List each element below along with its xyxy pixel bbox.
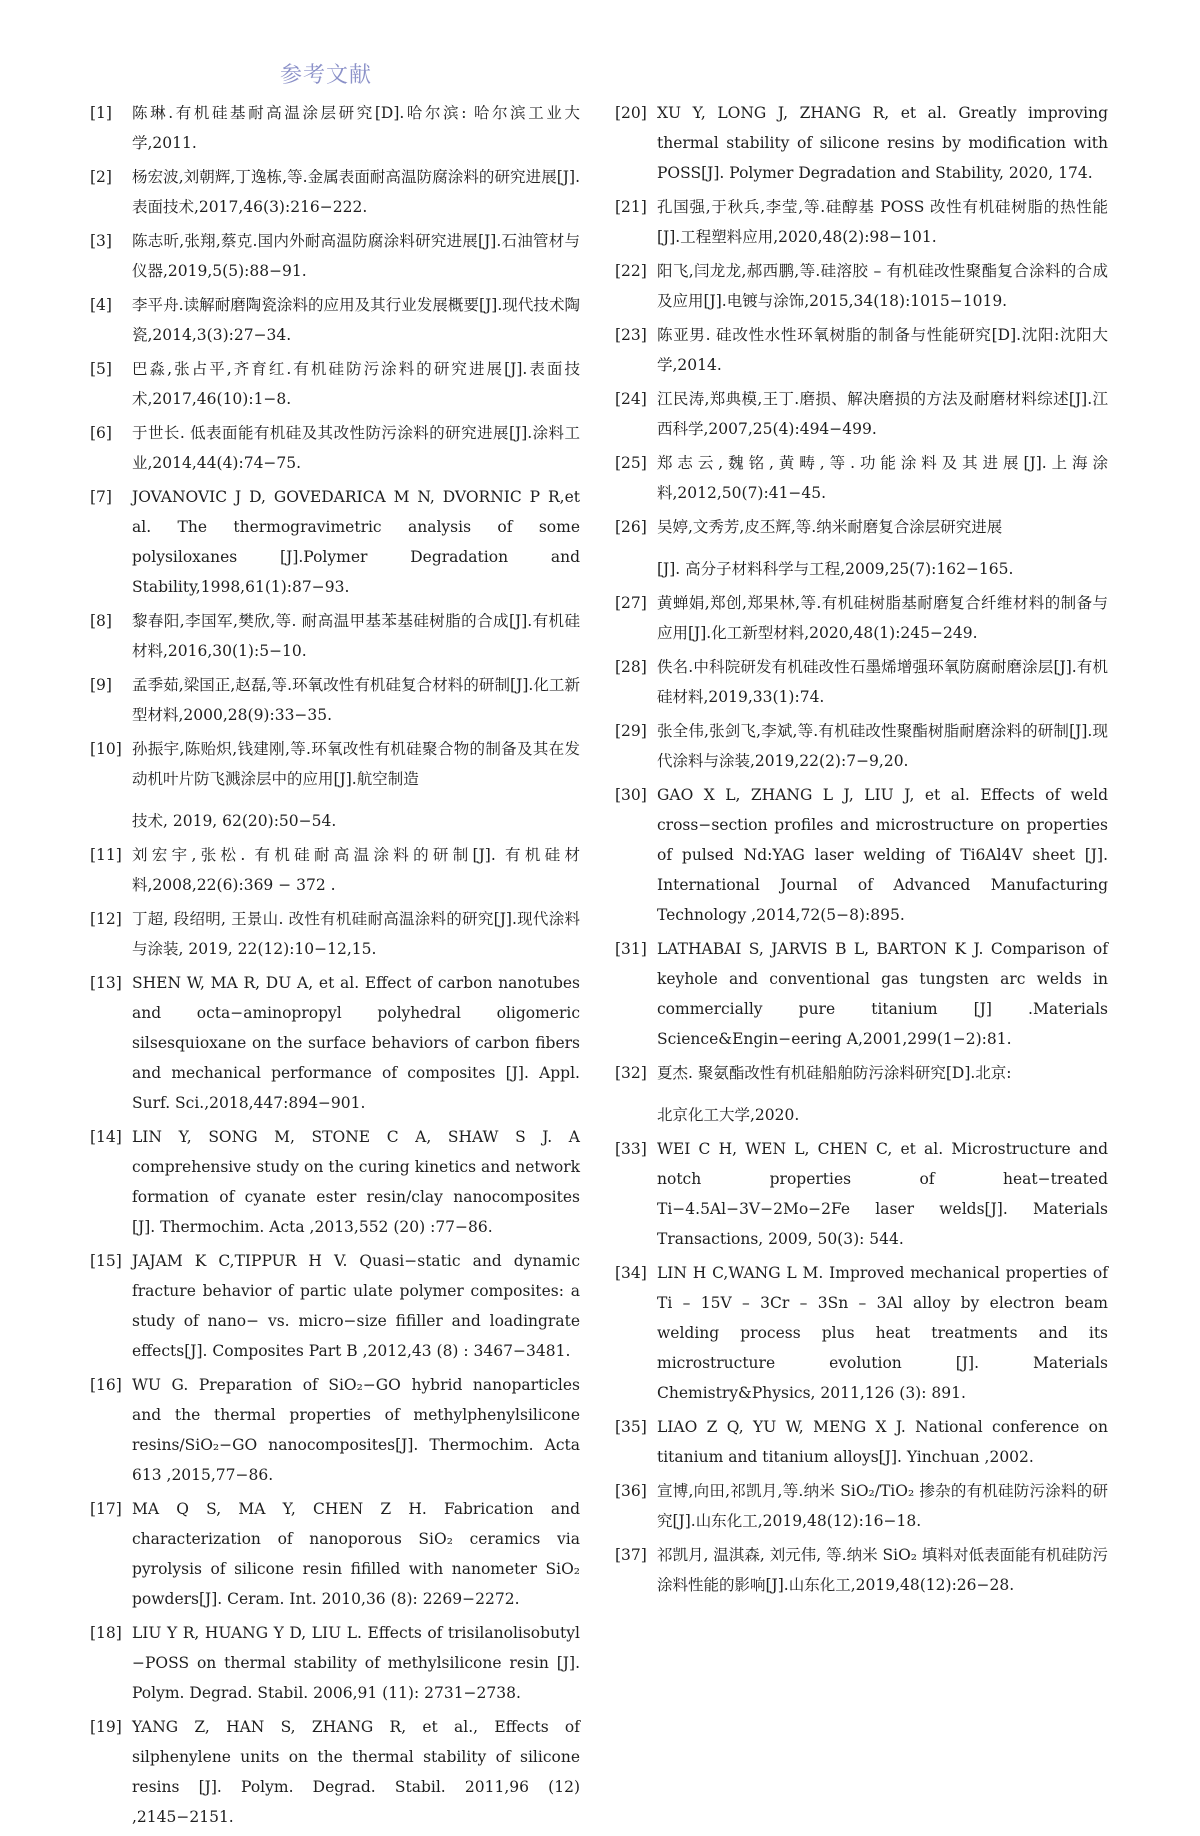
reference-text: 郑志云,魏铭,黄畴,等.功能涂料及其进展[J].上海涂料,2012,50(7):41−45. <box>657 454 1108 502</box>
reference-number: [26] <box>615 518 647 536</box>
reference-text: 李平舟.读解耐磨陶瓷涂料的应用及其行业发展概要[J].现代技术陶瓷,2014,3(3):27−34. <box>132 296 580 344</box>
reference-text: JOVANOVIC J D, GOVEDARICA M N, DVORNIC P R,et al. The thermogravimetric analysis of some polysiloxanes [J].Polymer Degradation and Stability,1998,61(1):87−93. <box>132 488 580 596</box>
reference-number: [24] <box>615 390 647 408</box>
reference-text: 宣博,向田,祁凯月,等.纳米 SiO₂/TiO₂ 掺杂的有机硅防污涂料的研究[J].山东化工,2019,48(12):16−18. <box>657 1482 1108 1530</box>
reference-number: [25] <box>615 454 647 472</box>
reference-4 <box>90 290 580 350</box>
references-heading: 参考文献 <box>280 63 373 88</box>
reference-text-main: 夏杰. 聚氨酯改性有机硅船舶防污涂料研究[D].北京: <box>657 1064 1012 1082</box>
reference-25 <box>615 448 1108 508</box>
reference-number: [37] <box>615 1546 647 1564</box>
reference-number: [12] <box>90 910 122 928</box>
reference-text: MA Q S, MA Y, CHEN Z H. Fabrication and characterization of nanoporous SiO₂ ceramics via pyrolysis of silicone resin fifilled with nanometer SiO₂ powders[J]. Ceram. Int. 2010,36 (8): 2269−2272. <box>132 1500 580 1608</box>
reference-number: [1] <box>90 104 112 122</box>
reference-text: 于世长. 低表面能有机硅及其改性防污涂料的研究进展[J].涂料工业,2014,44(4):74−75. <box>132 424 580 472</box>
reference-12 <box>90 904 580 964</box>
reference-number: [21] <box>615 198 647 216</box>
reference-24 <box>615 384 1108 444</box>
reference-14 <box>90 1122 580 1242</box>
reference-number: [15] <box>90 1252 122 1270</box>
reference-number: [7] <box>90 488 112 506</box>
reference-number: [6] <box>90 424 112 442</box>
reference-2 <box>90 162 580 222</box>
reference-text: 陈亚男. 硅改性水性环氧树脂的制备与性能研究[D].沈阳:沈阳大学,2014. <box>657 326 1108 374</box>
reference-30 <box>615 780 1108 930</box>
reference-text: JAJAM K C,TIPPUR H V. Quasi−static and dynamic fracture behavior of partic ulate polymer composites: a study of nano− vs. micro−size fifiller and loadingrate effects[J]. Composites Part B ,2012,43 (8) : 3467−3481. <box>132 1252 580 1360</box>
reference-29 <box>615 716 1108 776</box>
reference-21 <box>615 192 1108 252</box>
reference-number: [29] <box>615 722 647 740</box>
reference-text: 孟季茹,梁国正,赵磊,等.环氧改性有机硅复合材料的研制[J].化工新型材料,2000,28(9):33−35. <box>132 676 580 724</box>
reference-number: [20] <box>615 104 647 122</box>
reference-text: 刘宏宇,张松. 有机硅耐高温涂料的研制[J]. 有机硅材料,2008,22(6):369 − 372 . <box>132 846 580 894</box>
reference-number: [27] <box>615 594 647 612</box>
reference-text: 黄蝉娟,郑创,郑果林,等.有机硅树脂基耐磨复合纤维材料的制备与应用[J].化工新型材料,2020,48(1):245−249. <box>657 594 1108 642</box>
reference-text: 佚名.中科院研发有机硅改性石墨烯增强环氧防腐耐磨涂层[J].有机硅材料,2019,33(1):74. <box>657 658 1108 706</box>
reference-text-continued: 技术, 2019, 62(20):50−54. <box>132 812 337 830</box>
reference-text: 张全伟,张剑飞,李斌,等.有机硅改性聚酯树脂耐磨涂料的研制[J].现代涂料与涂装,2019,22(2):7−9,20. <box>657 722 1108 770</box>
reference-8 <box>90 606 580 666</box>
reference-10 <box>90 734 580 836</box>
reference-number: [8] <box>90 612 112 630</box>
reference-text: SHEN W, MA R, DU A, et al. Effect of carbon nanotubes and octa−aminopropyl polyhedral oligomeric silsesquioxane on the surface behaviors of carbon fibers and mechanical performance of composites [J]. Appl. Surf. Sci.,2018,447:894−901. <box>132 974 580 1112</box>
reference-number: [32] <box>615 1064 647 1082</box>
reference-23 <box>615 320 1108 380</box>
reference-number: [11] <box>90 846 122 864</box>
reference-number: [30] <box>615 786 647 804</box>
reference-16 <box>90 1370 580 1490</box>
reference-37 <box>615 1540 1108 1600</box>
reference-18 <box>90 1618 580 1708</box>
reference-27 <box>615 588 1108 648</box>
reference-number: [17] <box>90 1500 122 1518</box>
reference-5 <box>90 354 580 414</box>
reference-text: WEI C H, WEN L, CHEN C, et al. Microstructure and notch properties of heat−treated Ti−4.5Al−3V−2Mo−2Fe laser welds[J]. Materials Transactions, 2009, 50(3): 544. <box>657 1140 1108 1248</box>
reference-11 <box>90 840 580 900</box>
reference-text: 江民涛,郑典模,王丁.磨损、解决磨损的方法及耐磨材料综述[J].江西科学,2007,25(4):494−499. <box>657 390 1108 438</box>
reference-text: XU Y, LONG J, ZHANG R, et al. Greatly improving thermal stability of silicone resins by modification with POSS[J]. Polymer Degradation and Stability, 2020, 174. <box>657 104 1108 182</box>
reference-33 <box>615 1134 1108 1254</box>
reference-text-main: 吴婷,文秀芳,皮丕辉,等.纳米耐磨复合涂层研究进展 <box>657 518 1003 536</box>
reference-text: 陈琳.有机硅基耐高温涂层研究[D].哈尔滨: 哈尔滨工业大学,2011. <box>132 104 580 152</box>
reference-text: LIN Y, SONG M, STONE C A, SHAW S J. A comprehensive study on the curing kinetics and network formation of cyanate ester resin/clay nanocomposites [J]. Thermochim. Acta ,2013,552 (20) :77−86. <box>132 1128 580 1236</box>
reference-28 <box>615 652 1108 712</box>
reference-text: 孔国强,于秋兵,李莹,等.硅醇基 POSS 改性有机硅树脂的热性能[J].工程塑料应用,2020,48(2):98−101. <box>657 198 1108 246</box>
reference-text: LATHABAI S, JARVIS B L, BARTON K J. Comparison of keyhole and conventional gas tungsten arc welds in commercially pure titanium [J] .Materials Science&Engin−eering A,2001,299(1−2):81. <box>657 940 1108 1048</box>
reference-text: 丁超, 段绍明, 王景山. 改性有机硅耐高温涂料的研究[J].现代涂料与涂装, 2019, 22(12):10−12,15. <box>132 910 580 958</box>
reference-text-continued: [J]. 高分子材料科学与工程,2009,25(7):162−165. <box>657 560 1014 578</box>
reference-text: 巴淼,张占平,齐育红.有机硅防污涂料的研究进展[J].表面技术,2017,46(10):1−8. <box>132 360 580 408</box>
reference-number: [23] <box>615 326 647 344</box>
reference-number: [28] <box>615 658 647 676</box>
reference-text <box>132 734 580 836</box>
reference-number: [3] <box>90 232 112 250</box>
reference-number: [9] <box>90 676 112 694</box>
reference-9 <box>90 670 580 730</box>
reference-number: [36] <box>615 1482 647 1500</box>
reference-6 <box>90 418 580 478</box>
reference-number: [2] <box>90 168 112 186</box>
reference-number: [31] <box>615 940 647 958</box>
reference-text: YANG Z, HAN S, ZHANG R, et al., Effects of silphenylene units on the thermal stability of silicone resins [J]. Polym. Degrad. Stabil. 2011,96 (12) ,2145−2151. <box>132 1718 580 1826</box>
reference-text-main: 孙振宇,陈贻炽,钱建刚,等.环氧改性有机硅聚合物的制备及其在发动机叶片防飞溅涂层中的应用[J].航空制造 <box>132 740 580 788</box>
reference-text <box>657 512 1108 584</box>
reference-text: LIAO Z Q, YU W, MENG X J. National conference on titanium and titanium alloys[J]. Yinchuan ,2002. <box>657 1418 1108 1466</box>
reference-text: LIU Y R, HUANG Y D, LIU L. Effects of trisilanolisobutyl −POSS on thermal stability of methylsilicone resin [J]. Polym. Degrad. Stabil. 2006,91 (11): 2731−2738. <box>132 1624 580 1702</box>
reference-text: 阳飞,闫龙龙,郝西鹏,等.硅溶胶 – 有机硅改性聚酯复合涂料的合成及应用[J].电镀与涂饰,2015,34(18):1015−1019. <box>657 262 1108 310</box>
reference-text: GAO X L, ZHANG L J, LIU J, et al. Effects of weld cross−section profiles and microstructure on properties of pulsed Nd:YAG laser welding of Ti6Al4V sheet [J]. International Journal of Advanced Manufacturing Technology ,2014,72(5−8):895. <box>657 786 1108 924</box>
reference-text: LIN H C,WANG L M. Improved mechanical properties of Ti – 15V – 3Cr – 3Sn – 3Al alloy by electron beam welding process plus heat treatments and its microstructure evolution [J]. Materials Chemistry&Physics, 2011,126 (3): 891. <box>657 1264 1108 1402</box>
references-right-column <box>615 98 1108 1604</box>
reference-number: [33] <box>615 1140 647 1158</box>
reference-35 <box>615 1412 1108 1472</box>
reference-3 <box>90 226 580 286</box>
reference-number: [13] <box>90 974 122 992</box>
reference-text-continued: 北京化工大学,2020. <box>657 1106 800 1124</box>
reference-32 <box>615 1058 1108 1130</box>
reference-19 <box>90 1712 580 1832</box>
reference-number: [18] <box>90 1624 122 1642</box>
reference-text: 陈志昕,张翔,蔡克.国内外耐高温防腐涂料研究进展[J].石油管材与仪器,2019,5(5):88−91. <box>132 232 580 280</box>
reference-31 <box>615 934 1108 1054</box>
reference-20 <box>615 98 1108 188</box>
reference-7 <box>90 482 580 602</box>
references-left-column <box>90 98 580 1836</box>
reference-number: [19] <box>90 1718 122 1736</box>
reference-text: WU G. Preparation of SiO₂−GO hybrid nanoparticles and the thermal properties of methylphenylsilicone resins/SiO₂−GO nanocomposites[J]. Thermochim. Acta 613 ,2015,77−86. <box>132 1376 580 1484</box>
reference-17 <box>90 1494 580 1614</box>
reference-number: [22] <box>615 262 647 280</box>
reference-36 <box>615 1476 1108 1536</box>
reference-1 <box>90 98 580 158</box>
reference-number: [16] <box>90 1376 122 1394</box>
reference-number: [35] <box>615 1418 647 1436</box>
reference-text: 黎春阳,李国军,樊欣,等. 耐高温甲基苯基硅树脂的合成[J].有机硅材料,2016,30(1):5−10. <box>132 612 580 660</box>
reference-13 <box>90 968 580 1118</box>
reference-26 <box>615 512 1108 584</box>
reference-15 <box>90 1246 580 1366</box>
reference-22 <box>615 256 1108 316</box>
reference-text <box>657 1058 1108 1130</box>
reference-text: 杨宏波,刘朝辉,丁逸栋,等.金属表面耐高温防腐涂料的研究进展[J].表面技术,2017,46(3):216−222. <box>132 168 580 216</box>
reference-number: [10] <box>90 740 122 758</box>
reference-number: [34] <box>615 1264 647 1282</box>
reference-number: [5] <box>90 360 112 378</box>
reference-34 <box>615 1258 1108 1408</box>
reference-number: [4] <box>90 296 112 314</box>
reference-number: [14] <box>90 1128 122 1146</box>
reference-text: 祁凯月, 温淇森, 刘元伟, 等.纳米 SiO₂ 填料对低表面能有机硅防污涂料性能的影响[J].山东化工,2019,48(12):26−28. <box>657 1546 1108 1594</box>
